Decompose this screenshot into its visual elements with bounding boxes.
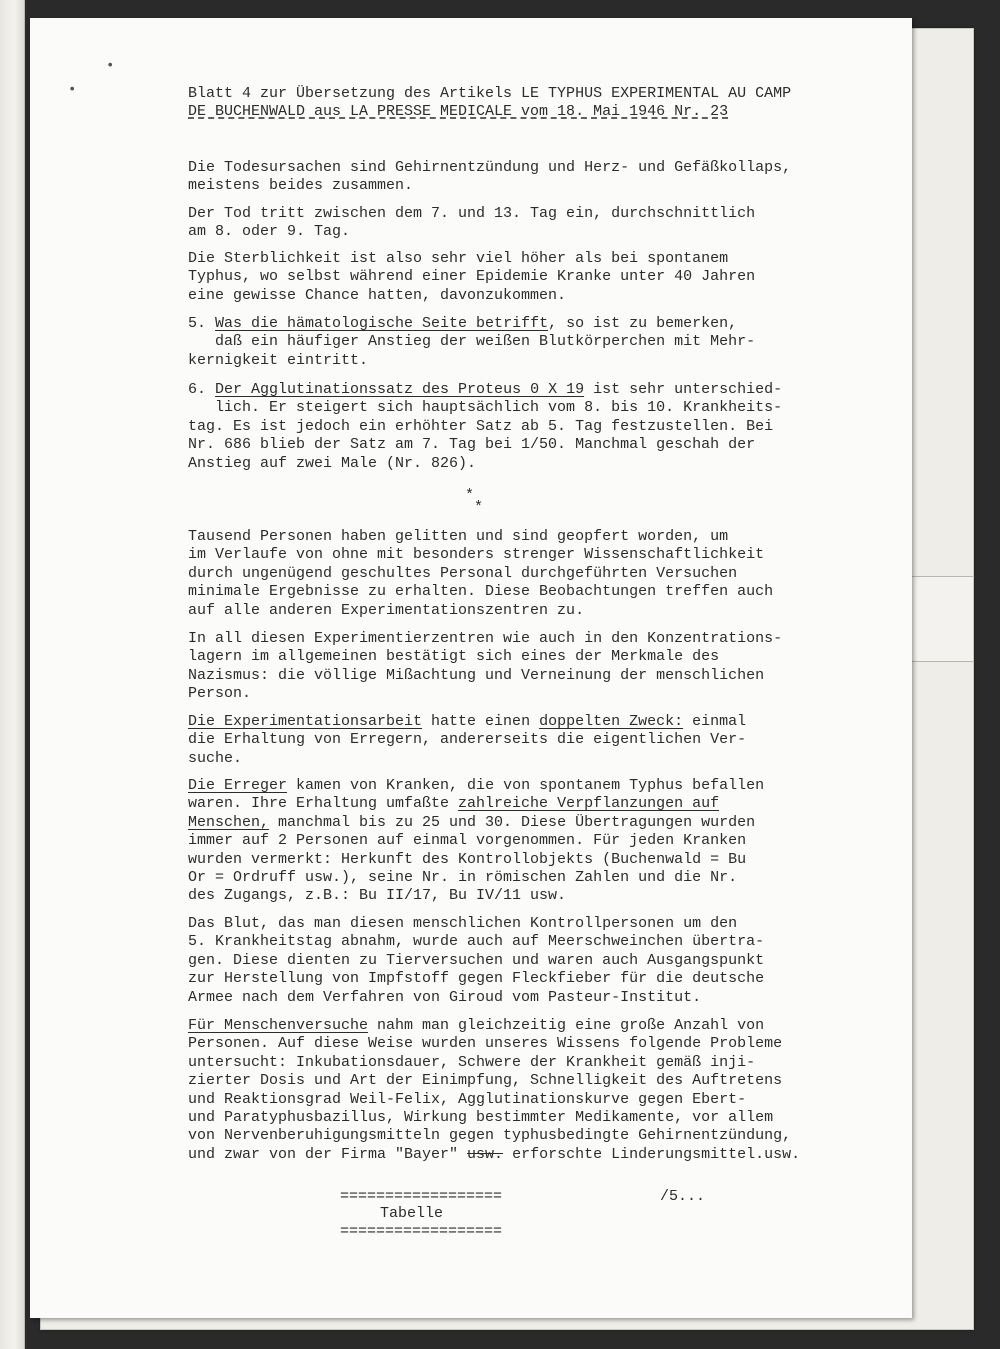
document-page — [30, 18, 912, 1318]
paragraph-causes-of-death: Die Todesursachen sind Gehirnentzündung und Herz- und Gefäßkollaps, meistens beides zusammen. — [188, 159, 792, 195]
next-page-marker: /5... — [660, 1188, 706, 1205]
paragraph-text: manchmal bis zu 25 und 30. Diese Übertragungen wurden immer auf 2 Personen auf einmal vorgenommen. Für jeden Kranken wurden vermerkt: Herkunft des Kontrollobjekts (Buchenwald = Bu Or = Ordruff usw.), seine Nr. in römischen Zahlen und die Nr. des Zugangs, z.B.: Bu II/17, Bu IV/11 usw. — [188, 813, 756, 905]
underlined-phrase: doppelten Zweck: — [539, 713, 684, 730]
paragraph-death-timing: Der Tod tritt zwischen dem 7. und 13. Tag ein, durchschnittlich am 8. oder 9. Tag. — [188, 205, 756, 241]
paragraph-text: ist sehr unterschied- lich. Er steigert sich hauptsächlich vom 8. bis 10. Krankheits- tag. Es ist jedoch ein erhöhter Satz ab 5. Tag festzustellen. Bei Nr. 686 blieb der Satz am 7. Tag bei 1/50. Manchmal geschah der Anstieg auf zwei Male (Nr. 826). — [188, 381, 783, 472]
paragraph-thousand-persons: Tausend Personen haben gelitten und sind geopfert worden, um im Verlaufe von ohne mit besonders strenger Wissenschaftlichkeit durch ungenügend geschultes Personal durchgeführten Versuchen minimale Ergebnisse zu erhalten. Diese Beobachtungen treffen auch auf alle anderen Experimentationszentren zu. — [188, 528, 774, 619]
margin-dot: • — [106, 58, 115, 74]
underlined-phrase: Die Erreger — [188, 777, 288, 794]
paragraph-pathogens — [188, 777, 878, 906]
table-heading: Tabelle — [380, 1205, 444, 1222]
paragraph-haematology — [188, 315, 878, 370]
paragraph-experiment-centres: In all diesen Experimentierzentren wie auch in den Konzentrations- lagern im allgemeinen bestätigt sich eines der Merkmale des Nazismus: die völlige Mißachtung und Verneinung der menschlichen Person. — [188, 630, 783, 703]
underlined-phrase: Was die hämatologische Seite betrifft — [215, 315, 549, 332]
paragraph-agglutination — [188, 381, 878, 473]
paragraph-text: hatte einen — [422, 713, 540, 730]
header-line-2: DE BUCHENWALD aus LA PRESSE MEDICALE vom 18. Mai 1946 Nr. 23 — [188, 103, 729, 120]
paragraph-mortality: Die Sterblichkeit ist also sehr viel höher als bei spontanem Typhus, wo selbst während einer Epidemie Kranke unter 40 Jahren eine gewisse Chance hatten, davonzukommen. — [188, 250, 756, 304]
paragraph-text: , so ist zu bemerken, daß ein häufiger Anstieg der weißen Blutkörperchen mit Mehr- kernigkeit eintritt. — [188, 315, 756, 369]
underlined-phrase: zahlreiche Verpflanzungen auf Menschen, — [188, 795, 720, 831]
underlined-phrase: Der Agglutinationssatz des Proteus 0 X 19 — [215, 381, 585, 398]
paragraph-text: erforschte Linderungsmittel.usw. — [503, 1145, 801, 1163]
table-rule-top: ================== — [340, 1188, 503, 1205]
margin-dot: • — [68, 82, 77, 98]
paragraph-blood: Das Blut, das man diesen menschlichen Kontrollpersonen um den 5. Krankheitstag abnahm, wurde auch auf Meerschweinchen übertra- gen. Diese dienten zu Tierversuchen und waren auch Ausgangspunkt zur Herstellung von Impfstoff gegen Fleckfieber für die deutsche Armee nach dem Verfahren von Giroud vom Pasteur-Institut. — [188, 915, 765, 1006]
underlined-phrase: Für Menschenversuche — [188, 1017, 369, 1034]
item-number: 5. — [188, 315, 216, 332]
section-stars: * * — [465, 487, 484, 516]
paragraph-human-experiments — [188, 1017, 878, 1164]
struck-out-word: usw. — [467, 1145, 504, 1163]
binder-edge — [0, 0, 25, 1349]
item-number: 6. — [188, 381, 216, 398]
table-rule-bottom: ================== — [340, 1223, 503, 1240]
paragraph-text: kamen von Kranken, die von spontanem Typhus befallen waren. Ihre Erhaltung umfaßte — [188, 777, 765, 813]
paragraph-double-purpose — [188, 713, 878, 768]
paragraph-text: nahm man gleichzeitig eine große Anzahl von Personen. Auf diese Weise wurden unseres Wissens folgende Probleme untersucht: Inkubationsdauer, Schwere der Krankheit gemäß inji- zierter Dosis und Art der Einimpfung, Schnelligkeit des Auftretens und Reaktionsgrad Weil-Felix, Agglutinationskurve gegen Ebert- und Paratyphusbazillus, Wirkung bestimmter Medikamente, vor allem von Nervenberuhigungsmitteln gegen typhusbedingte Gehirnentzündung, und zwar von der Firma "Bayer" — [188, 1017, 792, 1163]
underlined-phrase: Die Experimentationsarbeit — [188, 713, 423, 730]
header-line-1: Blatt 4 zur Übersetzung des Artikels LE TYPHUS EXPERIMENTAL AU CAMP — [188, 85, 792, 102]
paragraph-text: einmal die Erhaltung von Erregern, andererseits die eigentlichen Ver- suche. — [188, 713, 747, 767]
